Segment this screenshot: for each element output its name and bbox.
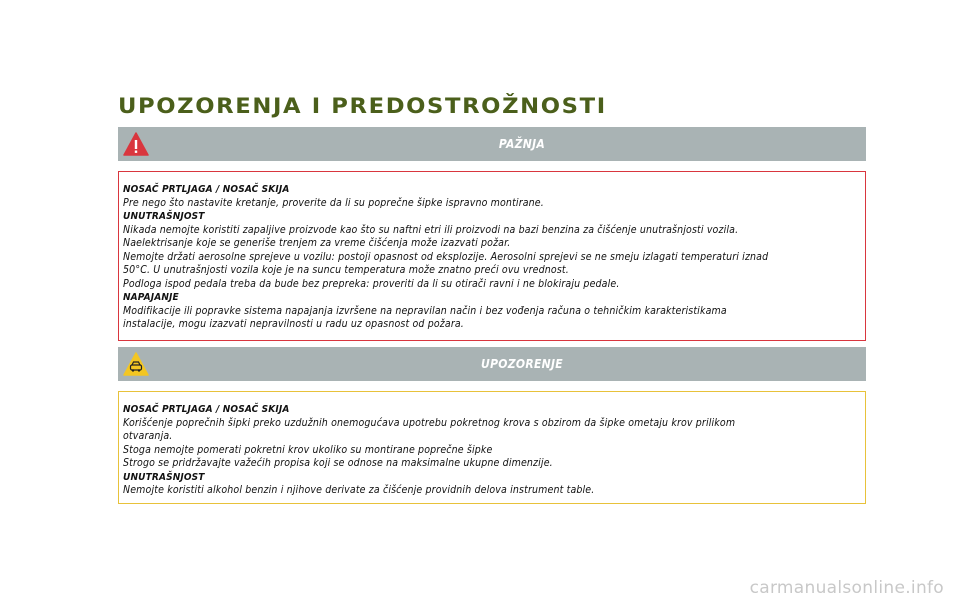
text-line: Podloga ispod pedala treba da bude bez prepreka: proveriti da li su otirači ravni i ne blokiraju pedale. — [123, 277, 620, 290]
text-line: Korišćenje poprečnih šipki preko uzdužnih onemogućava upotrebu pokretnog krova s obzirom da šipke ometaju krov prilikom — [123, 416, 736, 429]
page-title: UPOZORENJA I PREDOSTROŽNOSTI — [118, 94, 607, 118]
caution-label: UPOZORENJE — [481, 357, 563, 371]
warning-header-bar — [118, 127, 866, 161]
text-line: Nemojte držati aerosolne sprejeve u vozilu: postoji opasnost od eksplozije. Aerosolni sprejevi se ne smeju izlagati temperaturi iznad — [123, 250, 769, 263]
text-line: Nikada nemojte koristiti zapaljive proizvode kao što su naftni etri ili proizvodi na bazi benzina za čišćenje unutrašnjosti vozila. — [123, 223, 739, 236]
section-heading: UNUTRAŠNJOST — [123, 471, 205, 483]
warning-triangle-icon — [123, 132, 149, 156]
text-line: 50°C. U unutrašnjosti vozila koje je na suncu temperatura može znatno preći ovu vrednost. — [123, 264, 569, 276]
warning-box — [118, 171, 866, 341]
section-heading: NAPAJANJE — [123, 292, 179, 303]
warning-label: PAŽNJA — [498, 137, 546, 151]
text-line: Strogo se pridržavajte važećih propisa koji se odnose na maksimalne ukupne dimenzije. — [123, 457, 553, 469]
caution-header-bar — [118, 347, 866, 381]
section-heading: UNUTRAŠNJOST — [123, 211, 205, 222]
text-line: Nemojte koristiti alkohol benzin i njihove derivate za čišćenje providnih delova instrument table. — [123, 484, 595, 496]
section-heading: NOSAČ PRTLJAGA / NOSAČ SKIJA — [123, 184, 290, 195]
text-line: otvaranja. — [123, 430, 173, 442]
text-line: instalacije, mogu izazvati nepravilnosti u radu uz opasnost od požara. — [123, 318, 464, 330]
text-line: Stoga nemojte pomerati pokretni krov ukoliko su montirane poprečne šipke — [123, 443, 493, 456]
watermark: carmanualsonline.info — [749, 578, 944, 598]
caution-box — [118, 391, 866, 504]
text-line: Modifikacije ili popravke sistema napajanja izvršene na nepravilan način i bez vođenja računa o tehničkim karakteristikama — [123, 304, 727, 317]
text-line: Pre nego što nastavite kretanje, proverite da li su poprečne šipke ispravno montirane. — [123, 196, 544, 209]
car-caution-icon — [123, 352, 149, 376]
section-heading: NOSAČ PRTLJAGA / NOSAČ SKIJA — [123, 404, 290, 415]
text-line: Naelektrisanje koje se generiše trenjem za vreme čišćenja može izazvati požar. — [123, 237, 511, 249]
